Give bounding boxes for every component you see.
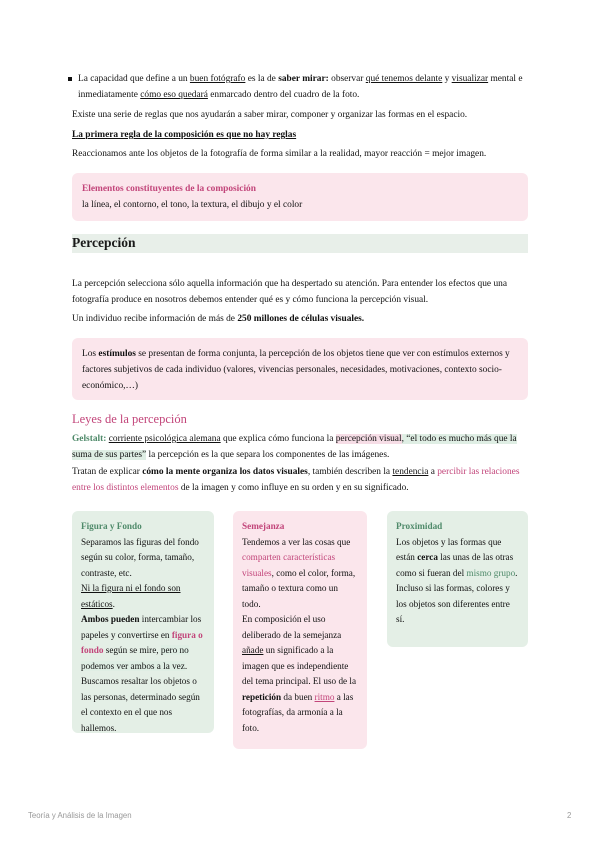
- card-text: añade: [242, 645, 264, 655]
- card-text: Ni la figura ni el fondo son estáticos: [81, 583, 181, 609]
- card-text: cerca: [417, 552, 438, 562]
- bullet-text: cómo eso quedará: [140, 90, 208, 100]
- paragraph-gestalt: [72, 431, 530, 463]
- bullet-text: es la de: [245, 74, 279, 84]
- bullet-text: saber mirar:: [278, 74, 329, 84]
- paragraph-text: percepción visual: [335, 434, 402, 444]
- page-number: 2: [567, 811, 572, 820]
- card-text: pero no podemos ver ambos a la vez: [81, 645, 189, 671]
- paragraph-text: Un individuo recibe información de más de: [72, 314, 238, 324]
- card-figure-ground: [72, 511, 214, 733]
- callout-title: Elementos constituyentes de la composición: [82, 184, 256, 194]
- section-bar: [72, 234, 528, 253]
- bullet-text: buen fotógrafo: [189, 74, 246, 84]
- paragraph-perception: La percepción selecciona sólo aquella información que ha despertado su atención. Para entender los efectos que una fotografía produce en nosotros debemos entender qué es y cómo funciona la percepción visual.: [72, 279, 507, 305]
- bullet-text: La capacidad que define a un: [78, 74, 190, 84]
- paragraph-text: de la imagen y como influye en su orden y en su significado.: [178, 483, 409, 493]
- card-text: Tendemos a ver las cosas que: [242, 536, 351, 547]
- card-text: figura o fondo: [81, 629, 203, 655]
- callout-elements: [72, 173, 528, 221]
- card-text: un significado a la imagen que es independiente del tema principal. El uso de la: [242, 645, 357, 686]
- bullet-text: y: [442, 74, 452, 84]
- callout-text: se presentan de forma conjunta, la percepción de los objetos tiene que ver con estímulos externos y factores subjetivos de cada individuo (valores, vivencias personales, necesidades, motivaciones, contexto socio-económico,…): [82, 349, 510, 391]
- card-text: . Buscamos resaltar los objetos o las personas, determinado según el contexto en el que nos hallemos.: [81, 660, 200, 733]
- paragraph-text: a: [428, 467, 438, 477]
- footer-title: Teoría y Análisis de la Imagen: [28, 811, 132, 820]
- paragraph-rules: Existe una serie de reglas que nos ayudarán a saber mirar, componer y organizar las formas en el espacio.: [72, 110, 468, 120]
- paragraph-reaction: Reaccionamos ante los objetos de la fotografía de forma similar a la realidad, mayor reacción = mejor imagen.: [72, 149, 487, 159]
- bullet-text: mental e inmediatamente: [78, 74, 523, 100]
- rule-heading: La primera regla de la composición es que no hay reglas: [72, 130, 297, 140]
- gestalt-label: Gelstalt:: [72, 434, 107, 444]
- bullet-text: qué tenemos delante: [365, 74, 443, 84]
- callout-text: Los: [82, 349, 99, 359]
- card-text: repetición: [242, 691, 282, 702]
- bullet-text: enmarcado dentro del cuadro de la foto.: [207, 90, 360, 100]
- paragraph-text: , también describen la: [307, 467, 393, 477]
- paragraph-explain: [72, 464, 530, 496]
- callout-text: estímulos: [98, 349, 136, 359]
- card-text: comparten características visuales: [242, 552, 336, 578]
- card-text: En composición el uso deliberado de la semejanza: [242, 614, 342, 640]
- paragraph-cells: [72, 311, 532, 327]
- card-similarity: [233, 511, 367, 749]
- paragraph-text: , “el todo es mucho más que la suma de sus partes”: [72, 434, 517, 460]
- paragraph-text: corriente psicológica alemana: [108, 434, 221, 444]
- section-title: Percepción: [72, 235, 136, 250]
- paragraph-text: que explica cómo funciona la: [220, 434, 336, 444]
- callout-body: la línea, el contorno, el tono, la textura, el dibujo y el color: [82, 200, 303, 210]
- card-proximity: [387, 511, 528, 647]
- card-text: intercambiar los papeles y convertirse en: [81, 614, 202, 640]
- card-text: ritmo: [314, 691, 335, 702]
- paragraph-text: percibir las relaciones entre los distintos elementos: [72, 467, 520, 493]
- bullet-text: visualizar: [451, 74, 489, 84]
- card-text: .: [112, 598, 115, 609]
- callout-stimuli: [72, 338, 528, 400]
- paragraph-text: la percepción es la que separa los componentes de las imágenes.: [146, 450, 390, 460]
- card-title: Semejanza: [242, 521, 285, 531]
- card-text: según se mire,: [103, 645, 161, 655]
- card-title: Proximidad: [396, 521, 443, 531]
- paragraph-text: Tratan de explicar: [72, 467, 143, 477]
- paragraph-text: cómo la mente organiza los datos visuales: [142, 467, 308, 477]
- card-text: Ambos pueden: [81, 614, 140, 624]
- card-text: Los objetos y las formas que están: [396, 536, 502, 562]
- card-text: las unas de las otras como si fueran del: [396, 552, 514, 578]
- card-text: mismo grupo: [466, 567, 516, 578]
- subheading-laws: Leyes de la percepción: [72, 412, 187, 426]
- card-text: Separamos las figuras del fondo según su color, forma, tamaño, contraste, etc.: [81, 536, 199, 578]
- paragraph-text: 250 millones de células visuales.: [237, 314, 365, 324]
- card-text: Incluso si las formas, colores y los objetos son diferentes entre sí.: [396, 583, 510, 624]
- card-text: , como el color, forma, tamaño o textura como un todo.: [242, 567, 356, 609]
- card-title: Figura y Fondo: [81, 521, 142, 531]
- card-text: da buen: [281, 691, 315, 702]
- card-text: .: [515, 567, 518, 578]
- card-text: a las fotografías, da armonía a la foto.: [242, 691, 354, 733]
- intro-bullet: [78, 71, 530, 103]
- paragraph-text: tendencia: [392, 467, 429, 477]
- bullet-text: observar: [328, 74, 366, 84]
